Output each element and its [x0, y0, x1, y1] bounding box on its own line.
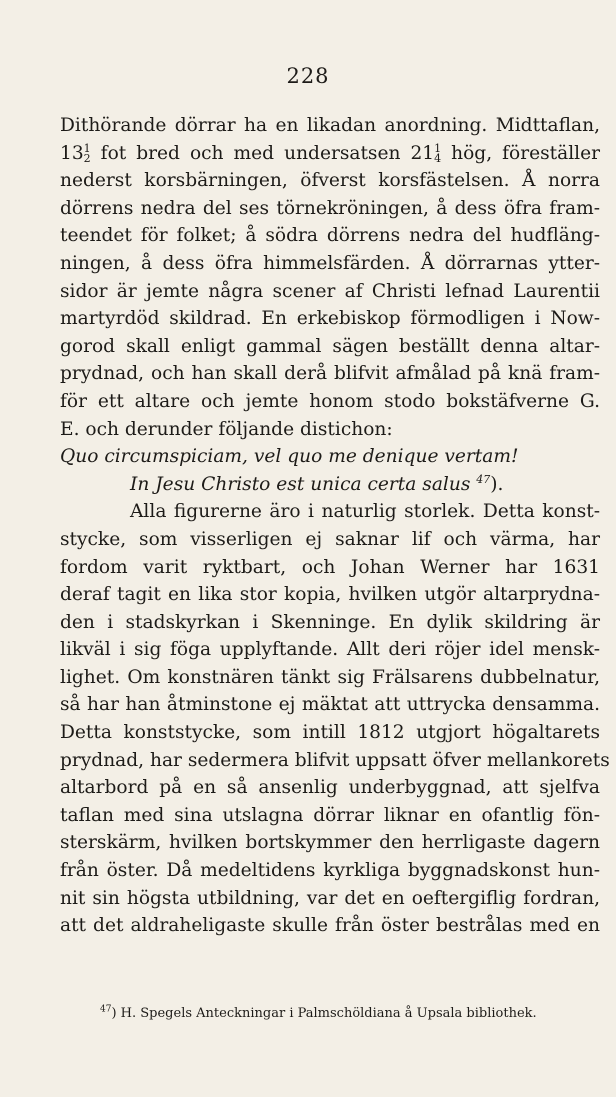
fraction-denominator: 4 [434, 151, 442, 165]
text-line: dörrens nedra del ses törnekröningen, å dess öfra fram- [60, 197, 600, 219]
verse-line-1: Quo circumspiciam, vel quo me denique vertam! [60, 446, 519, 468]
text-line: gorod skall enligt gammal sägen beställt denna altar- [60, 335, 600, 357]
footnote-ref: 47 [476, 472, 491, 486]
footnote-number: 47 [100, 1004, 112, 1015]
fraction-half [83, 141, 91, 165]
footnote [100, 1006, 600, 1021]
text-line: den i stadskyrkan i Skenninge. En dylik skildring är [60, 611, 600, 633]
text-line: E. och derunder följande distichon: [60, 418, 393, 440]
text-fragment: fot bred och med undersatsen 21 [90, 142, 435, 164]
text-line-indented: Alla figurerne äro i naturlig storlek. Detta konst- [130, 501, 600, 523]
text-line: martyrdöd skildrad. En erkebiskop förmodligen i Now- [60, 308, 600, 330]
text-line: för ett altare och jemte honom stodo bokstäfverne G. [60, 390, 600, 412]
text-line: stycke, som visserligen ej saknar lif och värma, har [60, 528, 600, 550]
text-line: lighet. Om konstnären tänkt sig Frälsarens dubbelnatur, [60, 666, 600, 688]
text-line: taflan med sina utslagna dörrar liknar en ofantlig fön- [60, 804, 600, 826]
verse-text: In Jesu Christo est unica certa salus [130, 473, 471, 495]
fraction-numerator: 1 [83, 141, 91, 155]
text-fragment: 13 [60, 142, 84, 164]
page-number: 228 [286, 64, 330, 88]
text-line: så har han åtminstone ej mäktat att uttrycka densamma. [60, 694, 600, 716]
fraction-numerator: 1 [434, 141, 442, 155]
text-line: teendet för folket; å södra dörrens nedra del hudfläng- [60, 225, 600, 247]
text-line: deraf tagit en lika stor kopia, hvilken utgör altarprydna- [60, 584, 600, 606]
text-line: likväl i sig föga upplyftande. Allt deri röjer idel mensk- [60, 639, 600, 661]
text-line: sterskärm, hvilken bortskymmer den herrligaste dagern [60, 832, 600, 854]
text-line: prydnad, har sedermera blifvit uppsatt öfver mellankorets [60, 749, 610, 771]
text-line: att det aldraheligaste skulle från öster bestrålas med en [60, 915, 600, 937]
verse-close: ). [490, 473, 504, 495]
text-fragment: hög, föreställer [441, 142, 600, 164]
verse-line-2 [60, 471, 600, 499]
text-line: altarbord på en så ansenlig underbyggnad, att sjelfva [60, 777, 600, 799]
text-line: sidor är jemte några scener af Christi lefnad Laurentii [60, 280, 600, 302]
footnote-text: ) H. Spegels Anteckningar i Palmschöldiana å Upsala bibliothek. [111, 1006, 537, 1021]
text-line: nit sin högsta utbildning, var det en oeftergiflig fordran, [60, 887, 600, 909]
text-line: Detta konststycke, som intill 1812 utgjort högaltarets [60, 722, 600, 744]
text-line: ningen, å dess öfra himmelsfärden. Å dörrarnas ytter- [60, 252, 600, 274]
text-line: fordom varit ryktbart, och Johan Werner har 1631 [60, 556, 600, 578]
text-line: från öster. Då medeltidens kyrkliga byggnadskonst hun- [60, 860, 600, 882]
text-line: prydnad, och han skall derå blifvit afmålad på knä fram- [60, 363, 600, 385]
body-text [60, 112, 610, 940]
fraction-denominator: 2 [83, 151, 91, 165]
text-line-with-fractions [60, 140, 600, 168]
text-line: nederst korsbärningen, öfverst korsfästelsen. Å norra [60, 170, 600, 192]
text-line: Dithörande dörrar ha en likadan anordning. Midttaflan, [60, 115, 600, 136]
